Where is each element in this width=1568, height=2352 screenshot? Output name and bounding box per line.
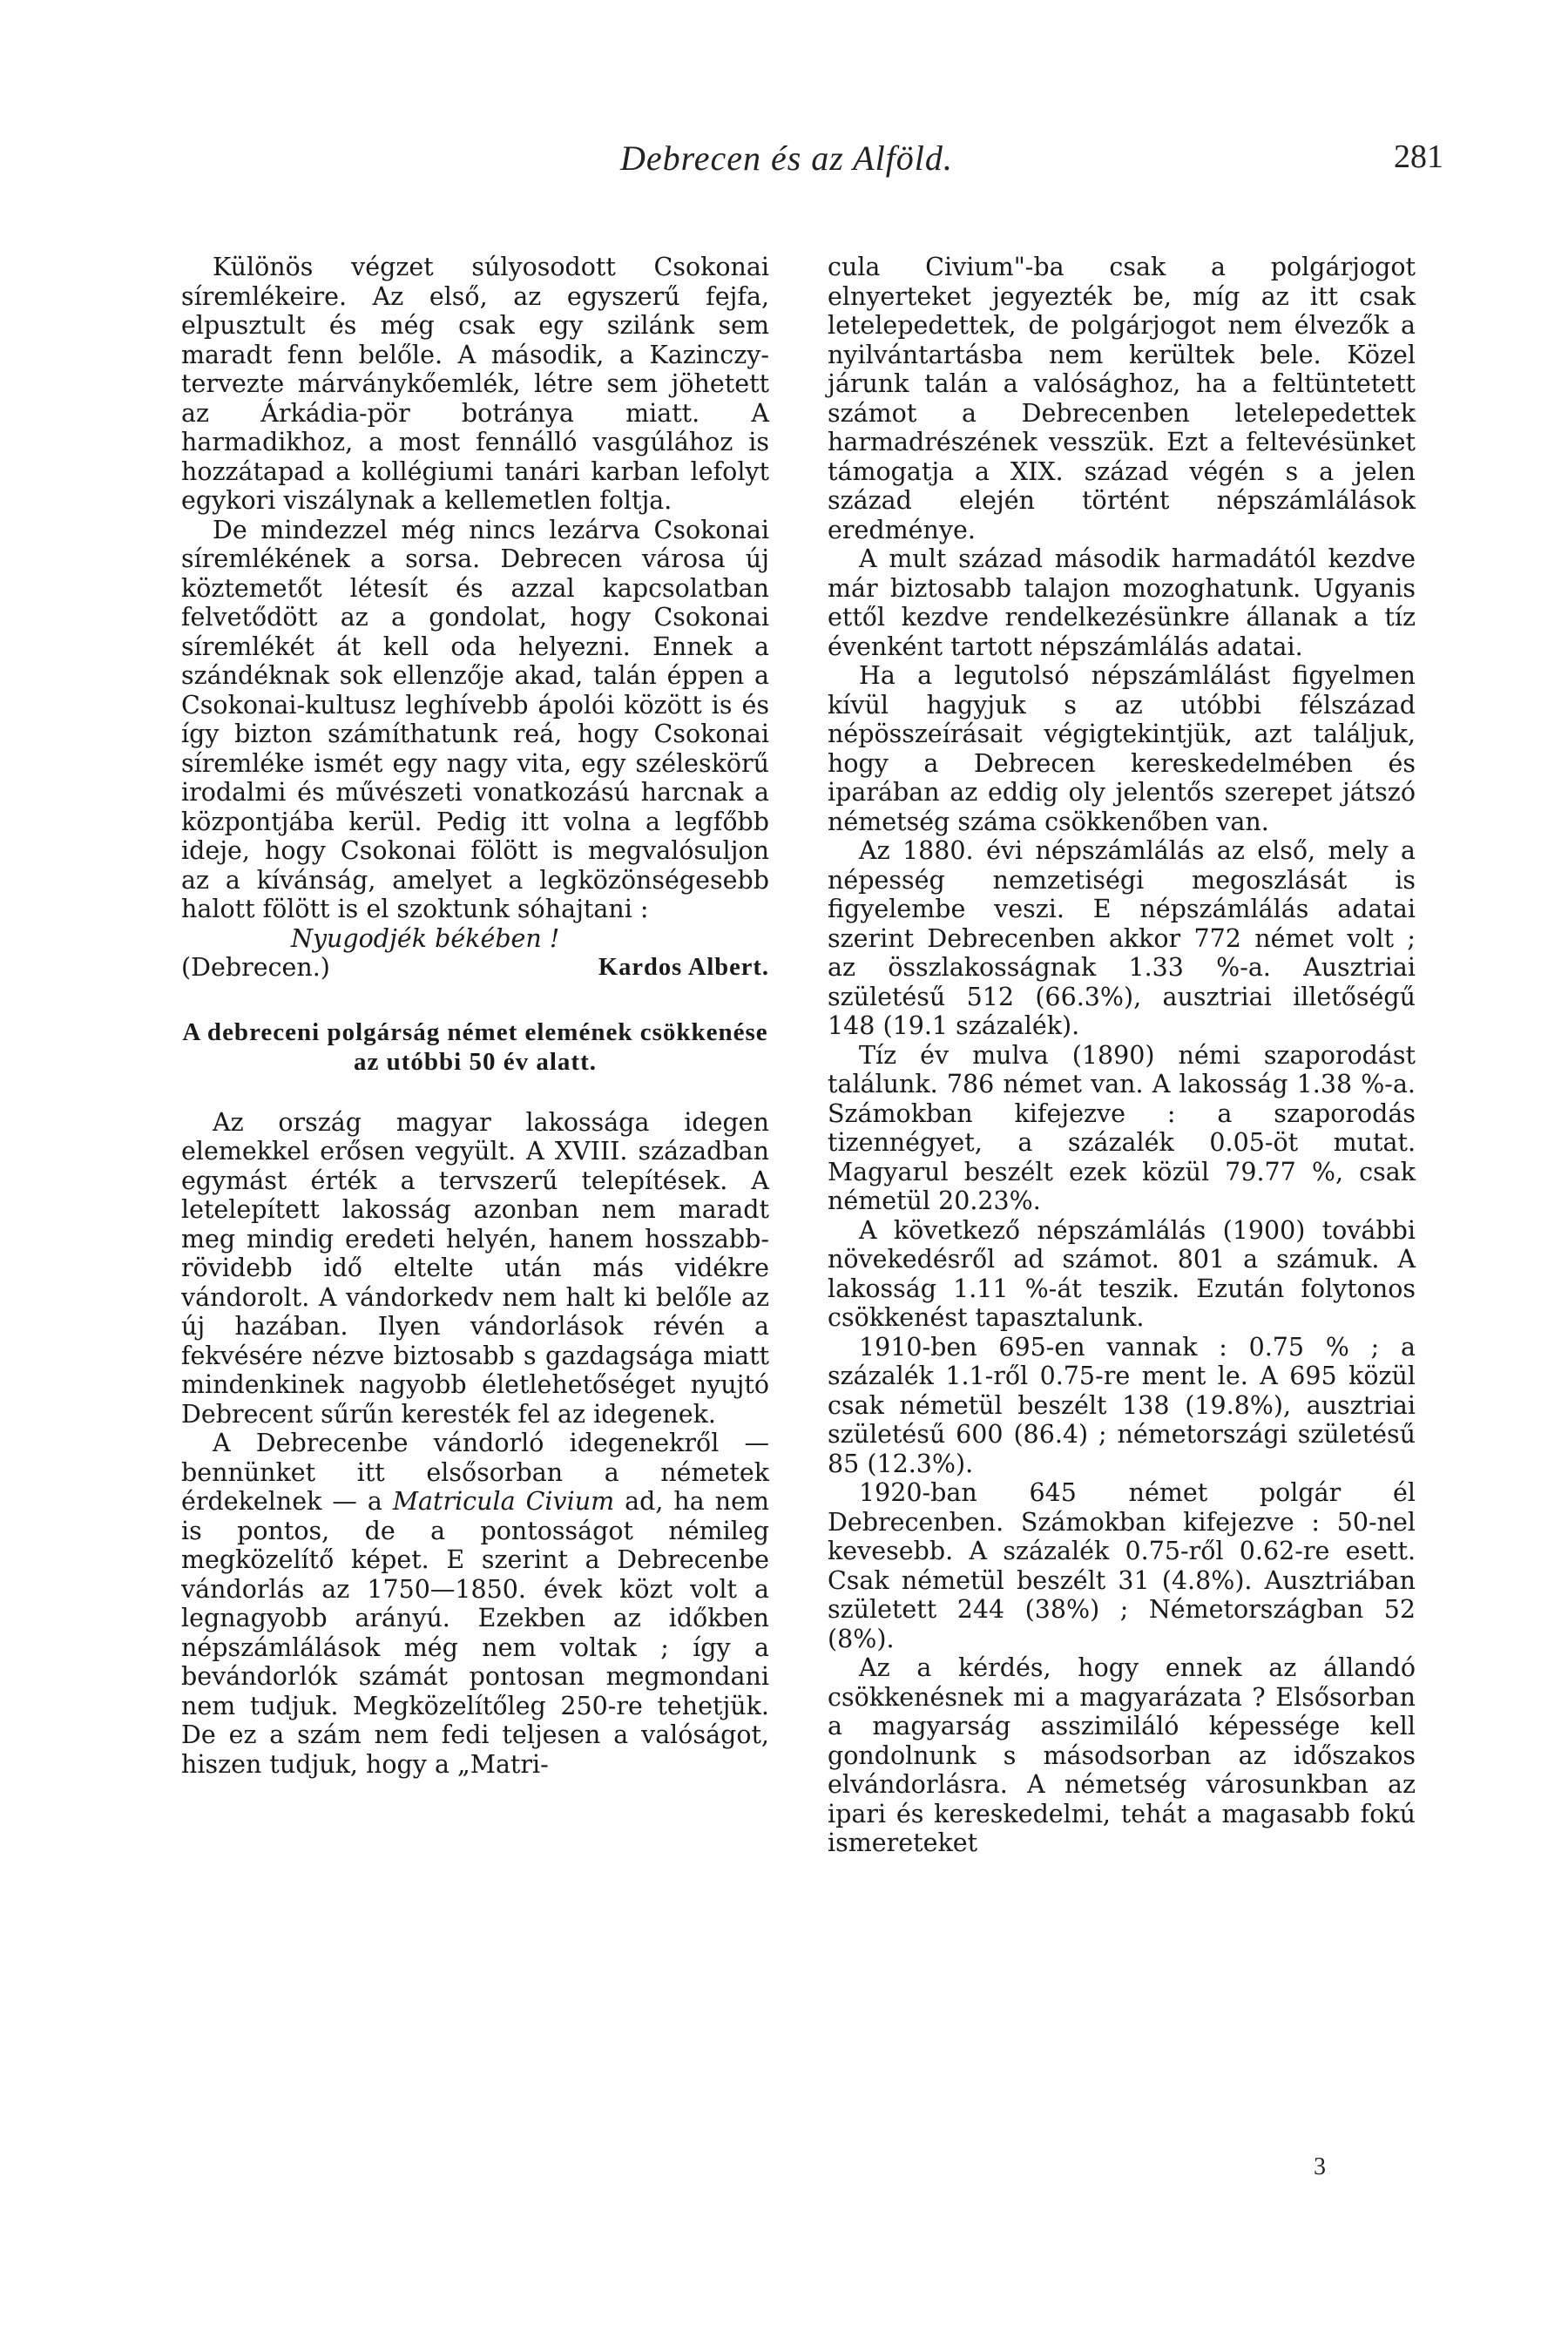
text-run: ad, ha nem is pontos, de a pontosságot némileg megközelítő képet. E szerint a Debrecenbe vándorlás az 1750—1850. évek közt volt a legnagyobb arányú. Ezekben az időkben népszámlálások még nem voltak ; így a bevándorlók számát pontosan megmondani nem tudjuk. Megközelítőleg 250-re tehetjük. De ez a szám nem fedi teljesen a valóságot, hiszen tudjuk, hogy a „Matri- bbox=[181, 1487, 769, 1779]
paragraph: Különös végzet súlyosodott Csokonai síremlékeire. Az első, az egyszerű fejfa, elpusztult és még csak egy szilánk sem maradt fenn belőle. A második, a Kazinczy-tervezte márványkőemlék, létre sem jöhetett az Árkádia-pör botránya miatt. A harmadikhoz, a most fennálló vasgúlához is hozzátapad a kollégiumi tanári karban lefolyt egykori viszálynak a kellemetlen foltja. bbox=[181, 253, 769, 515]
page-number: 281 bbox=[1394, 139, 1443, 175]
paragraph-matricula bbox=[181, 1429, 769, 1779]
paragraph: 1920-ban 645 német polgár él Debrecenben. Számokban kifejezve : 50-nel kevesebb. A százalék 0.75-ről 0.62-re esett. Csak németül beszélt 31 (4.8%). Ausztriában született 244 (38%) ; Németországban 52 (8%). bbox=[828, 1478, 1416, 1653]
paragraph: De mindezzel még nincs lezárva Csokonai síremlékének a sorsa. Debrecen városa új köztemetőt létesít és azzal kapcsolatban felvetődött az a gondolat, hogy Csokonai síremlékét át kell oda helyezni. Ennek a szándéknak sok ellenzője akad, talán éppen a Csokonai-kultusz leghívebb ápolói között is és így bizton számíthatunk reá, hogy Csokonai síremléke ismét egy nagy vita, egy széleskörű irodalmi és művészeti vonatkozású harcnak a központjába kerül. Pedig itt volna a legfőbb ideje, hogy Csokonai fölött is megvalósuljon az a kívánság, amelyet a legközönségesebb halott fölött is el szoktunk sóhajtani : bbox=[181, 515, 769, 923]
page-header bbox=[0, 138, 1568, 181]
closing-verse: Nyugodjék békében ! bbox=[291, 923, 560, 953]
article-title: A debreceni polgárság német elemének csökkenése az utóbbi 50 év alatt. bbox=[182, 1017, 768, 1076]
paragraph: Tíz év mulva (1890) némi szaporodást találunk. 786 német van. A lakosság 1.38 %-a. Számokban kifejezve : a szaporodás tizennégyet, a százalék 0.05-öt mutat. Magyarul beszélt ezek közül 79.77 %, csak németül 20.23%. bbox=[828, 1040, 1416, 1215]
signature bbox=[181, 953, 769, 983]
paragraph-continuation: cula Civium"-ba csak a polgárjogot elnyerteket jegyezték be, míg az itt csak letelepedettek, de polgárjogot nem élvezők a nyilvántartásba nem kerültek bele. Közel járunk talán a valósághoz, ha a feltüntetett számot a Debrecenben letelepedettek harmadrészének vesszük. Ezt a feltevésünket támogatja a XIX. század végén s a jelen század elején történt népszámlálások eredménye. bbox=[828, 253, 1416, 544]
italic-title: Matricula Civium bbox=[392, 1487, 615, 1516]
left-column bbox=[181, 253, 769, 1779]
paragraph: A mult század második harmadától kezdve már biztosabb talajon mozoghatunk. Ugyanis ettől kezdve rendelkezésünkre állanak a tíz évenként tartott népszámlálás adatai. bbox=[828, 544, 1416, 661]
paragraph: 1910-ben 695-en vannak : 0.75 % ; a százalék 1.1-ről 0.75-re ment le. A 695 közül csak németül beszélt 138 (19.8%), ausztriai születésű 600 (86.4) ; németországi születésű 85 (12.3%). bbox=[828, 1332, 1416, 1478]
signature-place: (Debrecen.) bbox=[181, 953, 330, 982]
paragraph: Az a kérdés, hogy ennek az állandó csökkenésnek mi a magyarázata ? Elsősorban a magyarság asszimiláló képessége kell gondolnunk s másodsorban az időszakos elvándorlásra. A németség városunkban az ipari és kereskedelmi, tehát a magasabb fokú ismereteket bbox=[828, 1653, 1416, 1857]
running-head: Debrecen és az Alföld. bbox=[620, 139, 953, 178]
signature-author: Kardos Albert. bbox=[598, 954, 769, 981]
paragraph: A következő népszámlálás (1900) további növekedésről ad számot. 801 a számuk. A lakosság 1.11 %-át teszik. Ezután folytonos csökkenést tapasztalunk. bbox=[828, 1215, 1416, 1332]
right-column bbox=[828, 253, 1416, 1858]
text-run: A Debrecenbe vándorló idegenekről — bennünket itt elsősorban a németek érdekelnek — a bbox=[181, 1429, 769, 1516]
paragraph: Az 1880. évi népszámlálás az első, mely a népesség nemzetiségi megoszlását is figyelembe veszi. E népszámlálás adatai szerint Debrecenben akkor 772 német volt ; az összlakosságnak 1.33 %-a. Ausztriai születésű 512 (66.3%), ausztriai illetőségű 148 (19.1 százalék). bbox=[828, 836, 1416, 1040]
signature-mark: 3 bbox=[1314, 2153, 1326, 2180]
paragraph: Az ország magyar lakossága idegen elemekkel erősen vegyült. A XVIII. században egymást érték a tervszerű telepítések. A letelepített lakosság azonban nem maradt meg mindig eredeti helyén, hanem hosszabb-rövidebb idő eltelte után más vidékre vándorolt. A vándorkedv nem halt ki belőle az új hazában. Ilyen vándorlások révén a fekvésére nézve biztosabb s gazdagsága miatt mindenkinek nagyobb életlehetőséget nyujtó Debrecent sűrűn keresték fel az idegenek. bbox=[181, 1107, 769, 1429]
paragraph: Ha a legutolsó népszámlálást figyelmen kívül hagyjuk s az utóbbi félszázad népösszeírásait végigtekintjük, azt találjuk, hogy a Debrecen kereskedelmében és iparában az eddig oly jelentős szerepet játszó németség száma csökkenőben van. bbox=[828, 661, 1416, 836]
